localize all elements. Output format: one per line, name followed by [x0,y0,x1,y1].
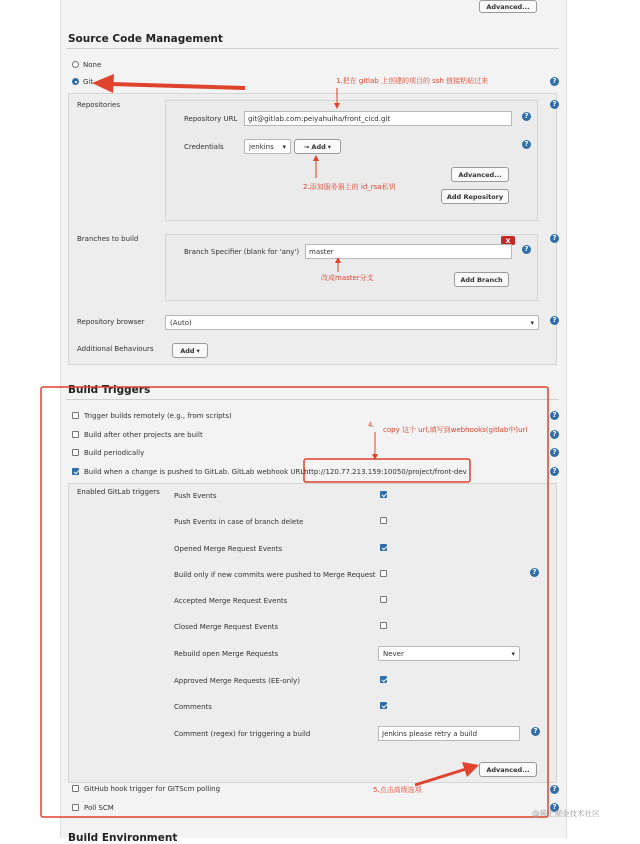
annotation-note1: 1.把在 gitlab 上创建的项目的 ssh 链接粘贴过来 [336,77,489,85]
help-icon[interactable]: ? [550,467,559,476]
repo-browser-value: (Auto) [170,318,192,327]
webhook-highlight-box [304,459,470,482]
chevron-down-icon: ▾ [511,649,515,658]
arrow-to-advanced [415,762,479,785]
build-periodically-label: Build periodically [84,449,145,457]
chevron-down-icon: ▾ [282,142,286,151]
rebuild-open-mr-label: Rebuild open Merge Requests [174,650,279,658]
help-icon[interactable]: ? [550,316,559,325]
annotation-note4-num: 4. [368,421,375,429]
enabled-gitlab-label: Enabled GitLab triggers [77,488,160,496]
annotation-note3: 改成master分支 [321,274,374,282]
help-icon[interactable]: ? [550,785,559,794]
add-credentials-label: Add [311,142,326,151]
annotation-note4: copy 这个 url,填写到webhooks(gitlab中)url [383,426,528,434]
comment-regex-input[interactable]: Jenkins please retry a build [378,726,520,741]
build-after-label: Build after other projects are built [84,431,203,439]
scm-git-label: Git [83,78,94,86]
branch-specifier-label: Branch Specifier (blank for 'any') [184,248,300,256]
add-behaviour-label: Add [180,346,195,355]
help-icon[interactable]: ? [550,77,559,86]
gitlab-push-label: Build when a change is pushed to GitLab. GitLab webhook URL: [84,468,307,476]
repo-url-label: Repository URL [184,115,238,123]
build-triggers-title: Build Triggers [68,384,151,396]
repo-advanced-button[interactable]: Advanced... [451,167,509,182]
repositories-label: Repositories [77,101,120,109]
help-icon[interactable]: ? [550,803,559,812]
add-repository-button[interactable]: Add Repository [441,189,509,204]
credentials-value: jenkins [249,142,274,151]
accepted-mr-label: Accepted Merge Request Events [174,597,288,605]
branch-specifier-input[interactable]: master [305,244,512,259]
help-icon[interactable]: ? [531,727,540,736]
annotation-note5: 5.点击高级选项 [373,786,422,794]
scm-none-label: None [83,61,102,69]
delete-branch-button[interactable]: X [501,236,515,245]
help-icon[interactable]: ? [522,112,531,121]
help-icon[interactable]: ? [550,234,559,243]
annotation-note2: 2.添加服务器上的 id_rsa私钥 [303,183,396,191]
help-icon[interactable]: ? [550,448,559,457]
add-branch-button[interactable]: Add Branch [454,272,509,287]
repo-browser-label: Repository browser [77,318,145,326]
github-hook-label: GitHub hook trigger for GITScm polling [84,785,221,793]
trigger-remote-label: Trigger builds remotely (e.g., from scripts) [84,412,232,420]
arrow-to-git [92,74,245,93]
top-advanced-button[interactable]: Advanced... [479,0,537,13]
build-triggers-highlight-box [41,387,548,817]
rebuild-value: Never [383,649,404,658]
chevron-down-icon: ▾ [530,318,534,327]
additional-behaviours-label: Additional Behaviours [77,345,154,353]
chevron-down-icon: ▾ [196,346,200,355]
triggers-advanced-button[interactable]: Advanced... [479,762,537,777]
repo-url-input[interactable]: git@gitlab.com:peiyahuiha/front_cicd.git [244,111,512,126]
build-environment-title: Build Environment [68,832,178,844]
help-icon[interactable]: ? [530,568,539,577]
watermark: @稀土掘金技术社区 [532,809,600,818]
key-icon: ⊸ [303,142,310,151]
opened-mr-label: Opened Merge Request Events [174,545,283,553]
comment-regex-label: Comment (regex) for triggering a build [174,730,311,738]
approved-mr-label: Approved Merge Requests (EE-only) [174,677,300,685]
help-icon[interactable]: ? [522,245,531,254]
push-delete-label: Push Events in case of branch delete [174,518,304,526]
poll-scm-label: Poll SCM [84,804,114,812]
build-only-new-label: Build only if new commits were pushed to Merge Request [174,571,376,579]
help-icon[interactable]: ? [550,430,559,439]
help-icon[interactable]: ? [550,100,559,109]
scm-section-title: Source Code Management [68,33,223,45]
push-events-label: Push Events [174,492,217,500]
credentials-label: Credentials [184,143,224,151]
comments-label: Comments [174,703,212,711]
closed-mr-label: Closed Merge Request Events [174,623,279,631]
help-icon[interactable]: ? [522,140,531,149]
help-icon[interactable]: ? [550,411,559,420]
webhook-url-text: http://120.77.213.159:10050/project/front-dev [304,468,467,476]
chevron-down-icon: ▾ [327,142,332,151]
branches-label: Branches to build [77,235,139,243]
